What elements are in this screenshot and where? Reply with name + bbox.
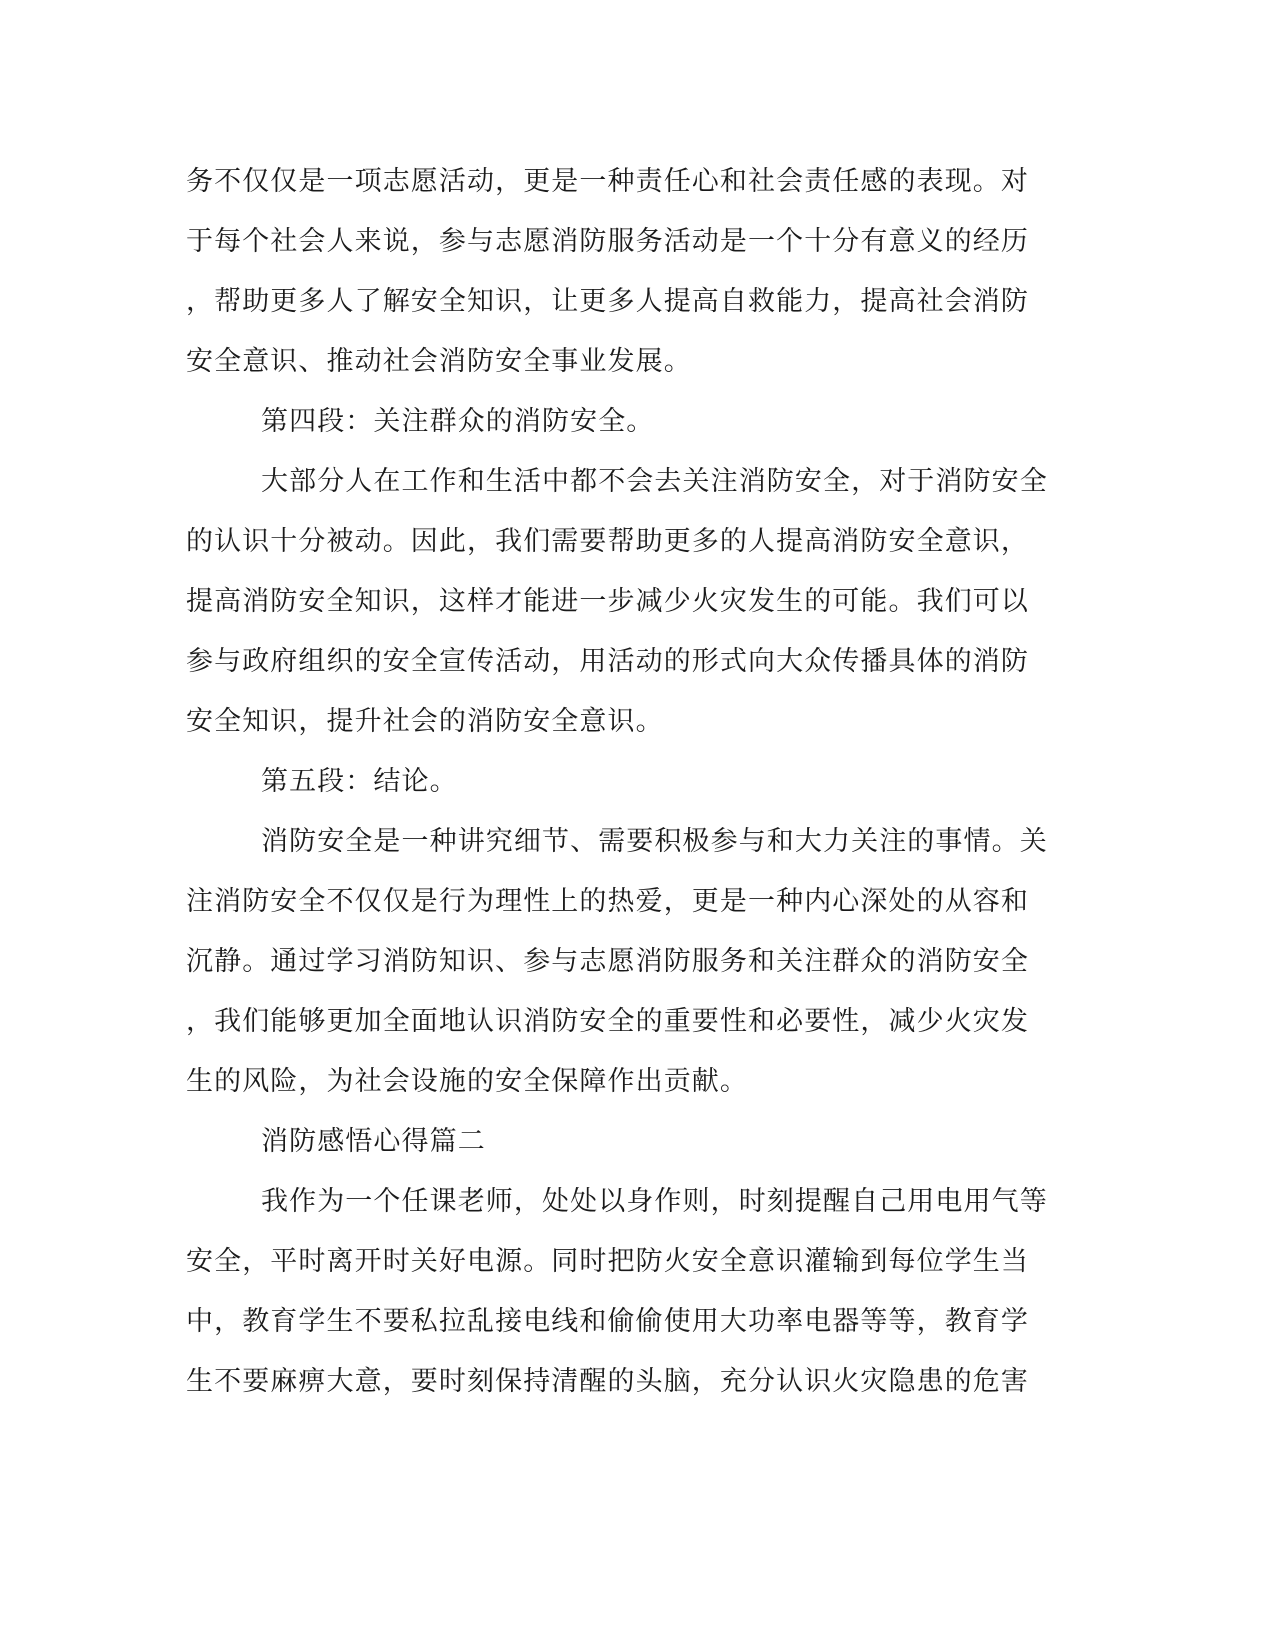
- text-line: 生的风险，为社会设施的安全保障作出贡献。: [186, 1066, 748, 1097]
- text-line: 参与政府组织的安全宣传活动，用活动的形式向大众传播具体的消防: [186, 646, 1029, 677]
- text-line: 安全意识、推动社会消防安全事业发展。: [186, 346, 692, 377]
- text-line: 消防安全是一种讲究细节、需要积极参与和大力关注的事情。关: [261, 826, 1048, 857]
- text-line: 沉静。通过学习消防知识、参与志愿消防服务和关注群众的消防安全: [186, 946, 1029, 977]
- text-line: 大部分人在工作和生活中都不会去关注消防安全，对于消防安全: [261, 466, 1048, 497]
- section-heading: 消防感悟心得篇二: [261, 1126, 486, 1157]
- text-line: 于每个社会人来说，参与志愿消防服务活动是一个十分有意义的经历: [186, 226, 1029, 257]
- text-line: 安全知识，提升社会的消防安全意识。: [186, 706, 664, 737]
- text-line: ，我们能够更加全面地认识消防安全的重要性和必要性，减少火灾发: [186, 1006, 1029, 1037]
- text-line: 安全，平时离开时关好电源。同时把防火安全意识灌输到每位学生当: [186, 1246, 1029, 1277]
- text-line: 的认识十分被动。因此，我们需要帮助更多的人提高消防安全意识，: [186, 526, 1029, 557]
- text-line: 务不仅仅是一项志愿活动，更是一种责任心和社会责任感的表现。对: [186, 166, 1029, 197]
- section-heading: 第五段：结论。: [261, 766, 458, 797]
- text-line: ，帮助更多人了解安全知识，让更多人提高自救能力，提高社会消防: [186, 286, 1029, 317]
- section-heading: 第四段：关注群众的消防安全。: [261, 406, 655, 437]
- text-line: 我作为一个任课老师，处处以身作则，时刻提醒自己用电用气等: [261, 1186, 1048, 1217]
- text-line: 注消防安全不仅仅是行为理性上的热爱，更是一种内心深处的从容和: [186, 886, 1029, 917]
- text-line: 提高消防安全知识，这样才能进一步减少火灾发生的可能。我们可以: [186, 586, 1029, 617]
- text-line: 中，教育学生不要私拉乱接电线和偷偷使用大功率电器等等，教育学: [186, 1306, 1029, 1337]
- text-line: 生不要麻痹大意，要时刻保持清醒的头脑，充分认识火灾隐患的危害: [186, 1366, 1029, 1397]
